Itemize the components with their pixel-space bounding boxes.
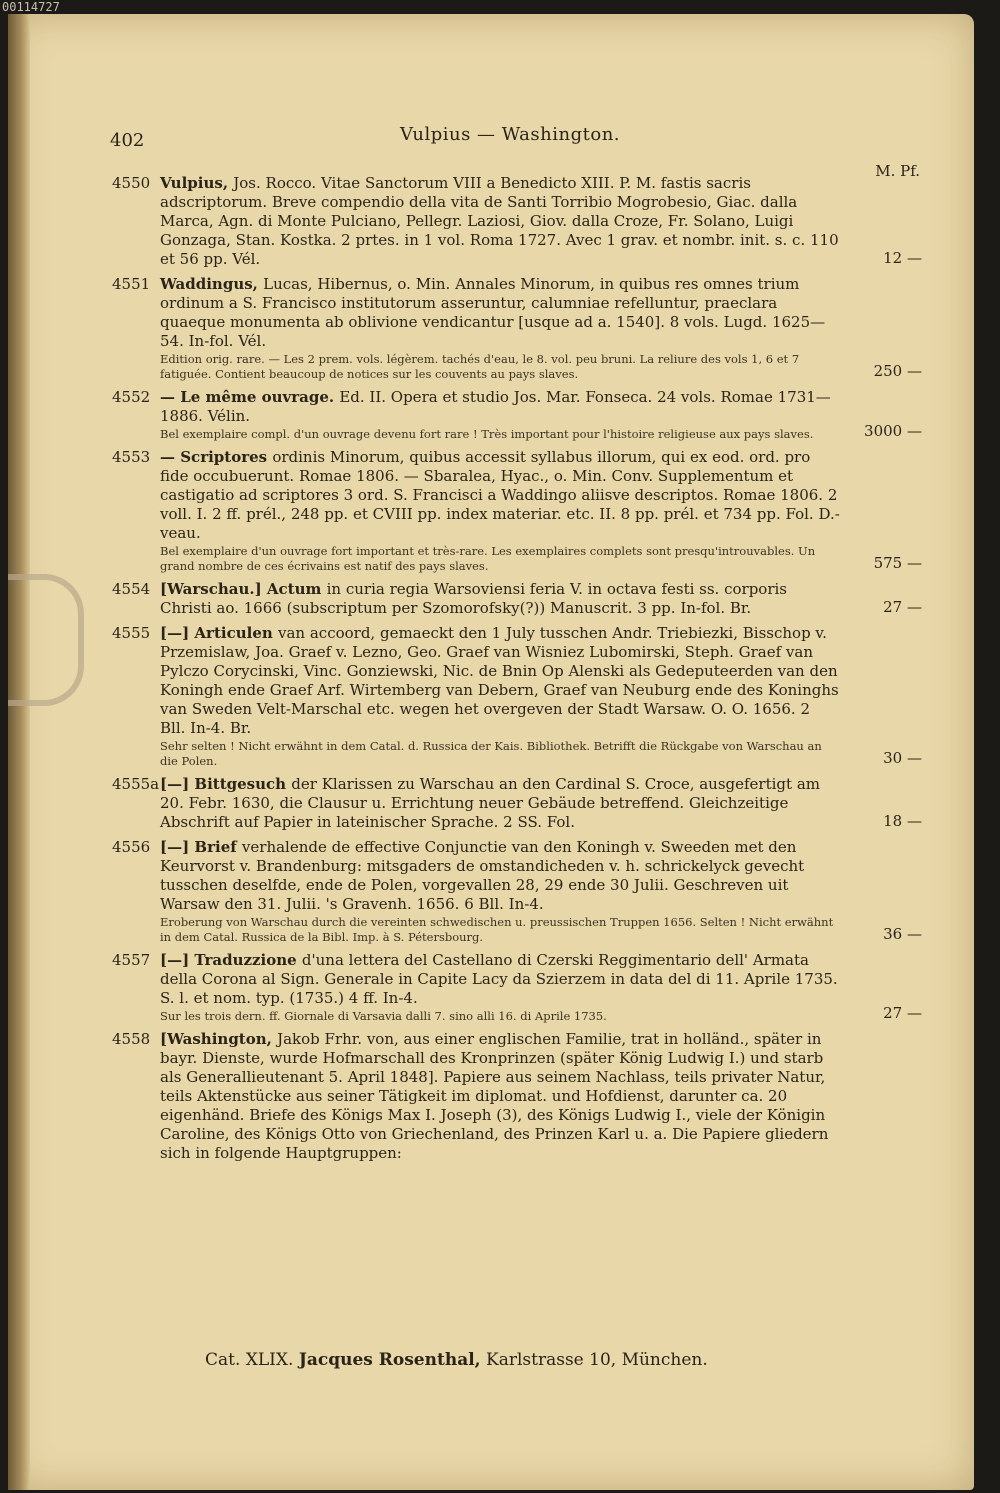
entry-price: 575 — [873,554,922,572]
lot-number: 4556 [112,838,151,856]
page-footer [205,1350,708,1370]
entry-description: Lucas, Hibernus, o. Min. Annales Minorum, in quibus res omnes trium ordinum a S. Francisco institutorum asseruntur, calumniae refelluntur, praeclara quaeque monumenta ab oblivione vendicantur [usque ad a. 1540]. 8 vols. Lugd. 1625—54. In-fol. Vél. [160,275,826,350]
entry-note: Bel exemplaire compl. d'un ouvrage devenu fort rare ! Très important pour l'histoire religieuse aux pays slaves. [160,427,814,441]
lot-number: 4552 [112,388,151,406]
entry-description: verhalende de effective Conjunctie van den Koningh v. Sweeden met den Keurvorst v. Brandenburg: mitsgaders de omstandicheden v. h. schrickelyck gevecht tusschen deselfde, ende de Polen, vorgevallen 28, 29 ende 30 Julii. Geschreven uit Warsaw den 31. Julii. 's Gravenh. 1656. 6 Bll. In-4. [160,838,805,913]
entry-description: Jos. Rocco. Vitae Sanctorum VIII a Benedicto XIII. P. M. fastis sacris adscriptorum. Breve compendio della vita de Santi Torribio Mogrobesio, Giac. dalla Marca, Agn. di Monte Pulciano, Pellegr. Laziosi, Giov. dalla Croze, Fr. Solano, Luigi Gonzaga, Stan. Kostka. 2 prtes. in 1 vol. Roma 1727. Avec 1 grav. et nombr. init. s. c. 110 et 56 pp. Vél. [160,174,839,268]
entry-description: van accoord, gemaeckt den 1 July tusschen Andr. Triebiezki, Bisschop v. Przemislaw, Joa. Graef v. Lezno, Geo. Graef van Wisniez Lubomirski, Steph. Graef van Pylczo Corycinski, Vinc. Gonziewski, Nic. de Bnin Op Alenski als Gedeputeerden van den Koningh ende Graef Arf. Wirtemberg van Debern, Graef van Neuburg ende des Koninghs van Sweden Velt-Marschal etc. wegen het overgeven der Stadt Warsaw. O. O. 1656. 2 Bll. In-4. Br. [160,624,839,737]
entry-price: 27 — [883,1004,922,1022]
entry-note: Bel exemplaire d'un ouvrage fort important et très-rare. Les exemplaires complets sont presqu'introuvables. Un grand nombre de ces écrivains est natif des pays slaves. [160,544,816,573]
book-spine [8,14,30,1490]
entry-price: 36 — [883,925,922,943]
firm-name: Jacques Rosenthal, [298,1350,481,1370]
entry-note: Sehr selten ! Nicht erwähnt in dem Catal. d. Russica der Kais. Bibliothek. Betrifft die Rückgabe von Warschau an die Polen. [160,739,822,768]
catalog-entry [112,624,952,769]
entry-body [160,775,840,832]
catalog-entry [112,775,952,832]
entry-lead: Waddingus, [160,275,264,293]
entry-price: 18 — [883,812,922,830]
entry-description: in curia regia Warsoviensi feria V. in octava festi ss. corporis Christi ao. 1666 (subscriptum per Szomorofsky(?)) Manuscrit. 3 pp. In-fol. Br. [160,580,787,617]
lot-number: 4555a [112,775,160,793]
entry-description: der Klarissen zu Warschau an den Cardinal S. Croce, ausgefertigt am 20. Febr. 1630, die Clausur u. Errichtung neuer Gebäude betreffend. Gleichzeitige Abschrift auf Papier in lateinischer Sprache. 2 SS. Fol. [160,775,820,831]
lot-number: 4550 [112,174,151,192]
catalog-entry [112,1030,952,1163]
catalog-number: Cat. XLIX. [205,1350,294,1370]
firm-address: Karlstrasse 10, München. [486,1350,708,1370]
entry-body [160,624,840,769]
page-number: 402 [110,130,145,151]
entry-note: Sur les trois dern. ff. Giornale di Varsavia dalli 7. sino alli 16. di Aprile 1735. [160,1009,607,1023]
entry-body [160,951,840,1024]
entry-lead: — Le même ouvrage. [160,388,340,406]
catalog-entry [112,838,952,945]
catalog-entry [112,580,952,618]
catalog-entry [112,951,952,1024]
lot-number: 4553 [112,448,151,466]
archive-id: 00114727 [2,0,60,14]
entry-note: Edition orig. rare. — Les 2 prem. vols. légèrem. tachés d'eau, le 8. vol. peu bruni. La reliure des vols 1, 6 et 7 fatiguée. Contient beaucoup de notices sur les couvents au pays slaves. [160,352,800,381]
lot-number: 4551 [112,275,151,293]
entry-lead: [Washington, [160,1030,278,1048]
entry-lead: [—] Brief [160,838,242,856]
entry-description: Jakob Frhr. von, aus einer englischen Familie, trat in holländ., später in bayr. Dienste, wurde Hofmarschall des Kronprinzen (später König Ludwig I.) und starb als Generallieutenant 5. April 1848]. Papiere aus seinem Nachlass, teils privater Natur, teils Aktenstücke aus seiner Tätigkeit im diplomat. und Hofdienst, darunter ca. 20 eigenhänd. Briefe des Königs Max I. Joseph (3), des Königs Ludwig I., viele der Königin Caroline, des Königs Otto von Griechenland, des Prinzen Karl u. a. Die Papiere gliedern sich in folgende Hauptgruppen: [160,1030,829,1162]
catalog-entry [112,174,952,269]
catalog-entry [112,388,952,442]
entry-body [160,174,840,269]
entry-body [160,388,840,442]
entry-note: Eroberung von Warschau durch die vereinten schwedischen u. preussischen Truppen 1656. Selten ! Nicht erwähnt in dem Catal. Russica de la Bibl. Imp. à S. Pétersbourg. [160,915,834,944]
lot-number: 4557 [112,951,151,969]
entry-price: 250 — [873,362,922,380]
paper-clip-shadow [8,574,84,706]
entry-description: Ed. II. Opera et studio Jos. Mar. Fonseca. 24 vols. Romae 1731—1886. Vélin. [160,388,831,425]
entry-lead: [—] Traduzzione [160,951,302,969]
entry-body [160,275,840,382]
entry-description: d'una lettera del Castellano di Czerski Reggimentario dell' Armata della Corona al Sign. Generale in Capite Lacy da Szierzem in data del di 11. Aprile 1735. S. l. et nom. typ. (1735.) 4 ff. In-4. [160,951,838,1007]
entry-body [160,1030,840,1163]
entry-lead: — Scriptores [160,448,273,466]
lot-number: 4558 [112,1030,151,1048]
entry-lead: [Warschau.] Actum [160,580,327,598]
catalog-entry [112,275,952,382]
entry-lead: Vulpius, [160,174,234,192]
entry-body [160,580,840,618]
entry-lead: [—] Articulen [160,624,278,642]
entry-list [112,174,952,1169]
entry-lead: [—] Bittgesuch [160,775,292,793]
entry-body [160,448,840,574]
entry-price: 27 — [883,598,922,616]
entry-description: ordinis Minorum, quibus accessit syllabus illorum, qui ex eod. ord. pro fide occubuerunt. Romae 1806. — Sbaralea, Hyac., o. Min. Conv. Supplementum et castigatio ad scriptores 3 ord. S. Francisci a Waddingo aliisve descriptos. Romae 1806. 2 voll. I. 2 ff. prél., 248 pp. et CVIII pp. index materiar. etc. II. 8 pp. prél. et 734 pp. Fol. D.-veau. [160,448,840,542]
entry-body [160,838,840,945]
entry-price: 12 — [883,249,922,267]
catalog-entry [112,448,952,574]
entry-price: 30 — [883,749,922,767]
lot-number: 4555 [112,624,151,642]
entry-price: 3000 — [864,422,922,440]
lot-number: 4554 [112,580,151,598]
currency-header: M. Pf. [875,162,920,180]
running-title: Vulpius — Washington. [400,124,621,145]
